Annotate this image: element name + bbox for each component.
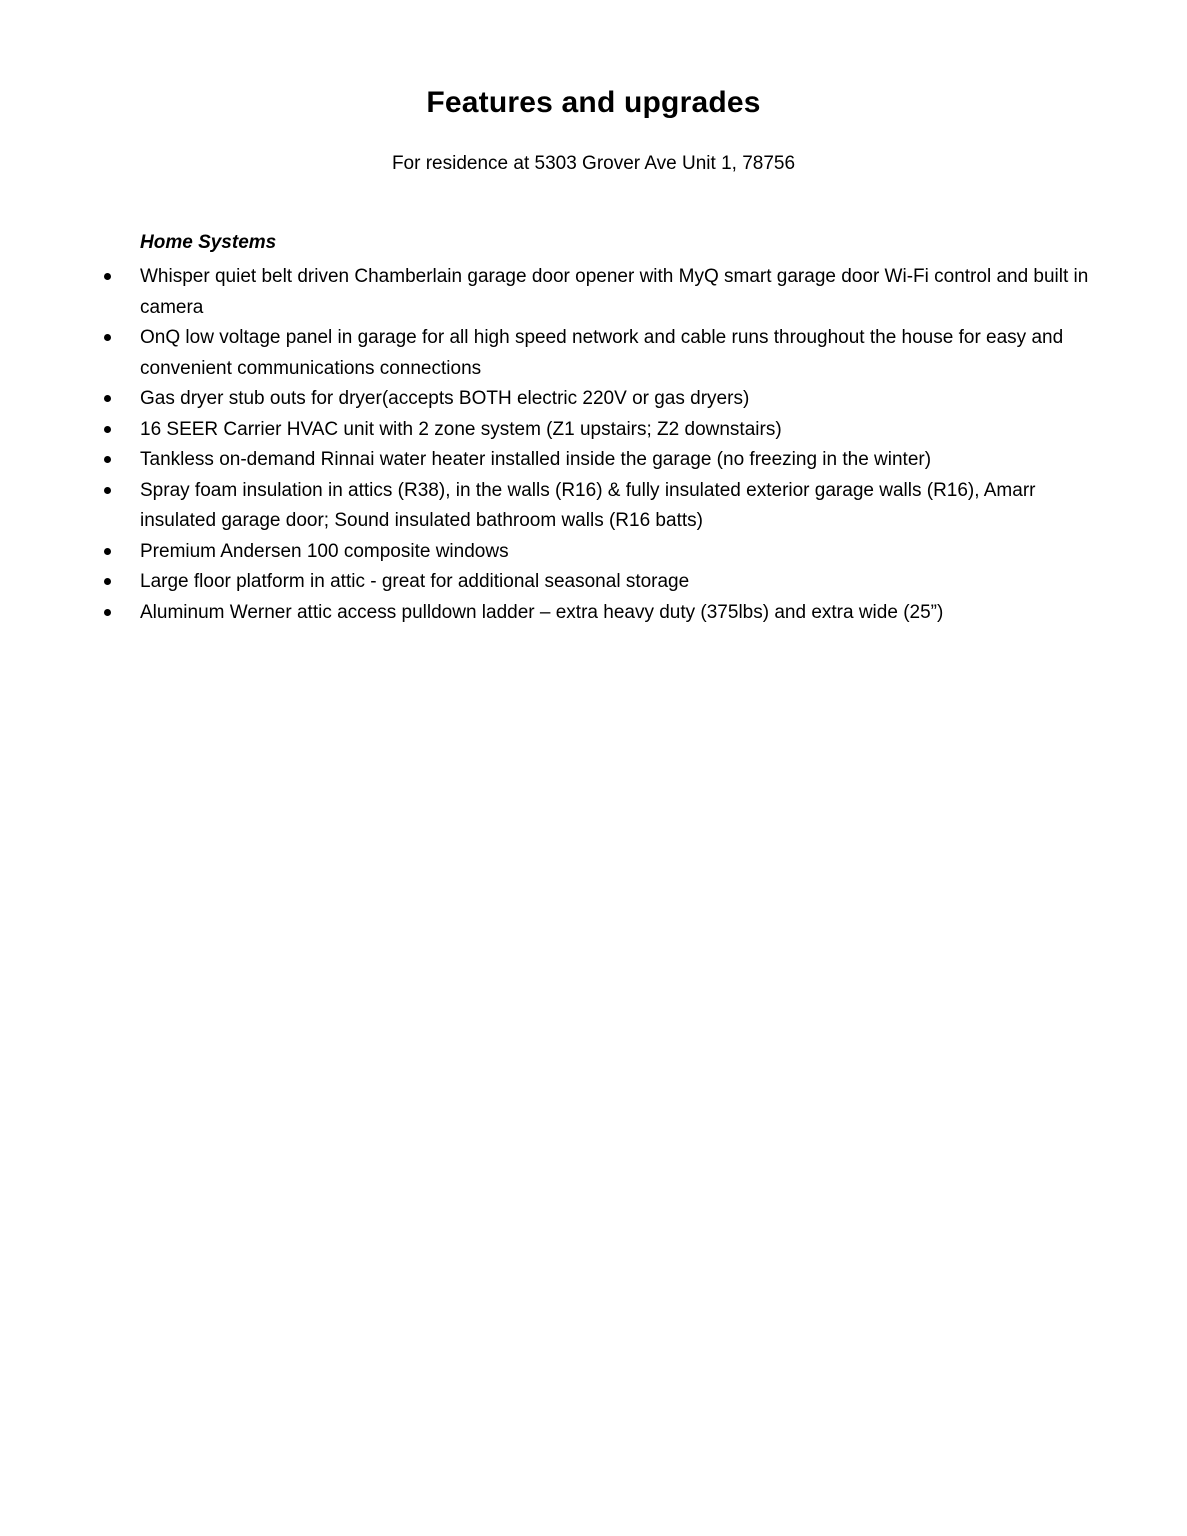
list-item bbox=[0, 384, 1187, 415]
section-heading: Home Systems bbox=[140, 232, 277, 253]
bullet-icon bbox=[104, 609, 111, 616]
list-item bbox=[0, 323, 1187, 384]
list-item bbox=[0, 537, 1187, 568]
list-item bbox=[0, 598, 1187, 629]
list-item-text: Tankless on-demand Rinnai water heater installed inside the garage (no freezing in the winter) bbox=[140, 449, 932, 470]
list-item bbox=[0, 476, 1187, 537]
bullet-icon bbox=[104, 548, 111, 555]
list-item bbox=[0, 262, 1187, 323]
bullet-icon bbox=[104, 578, 111, 585]
list-item-text: Gas dryer stub outs for dryer(accepts BOTH electric 220V or gas dryers) bbox=[140, 388, 750, 409]
bullet-icon bbox=[104, 273, 111, 280]
list-item-text: Aluminum Werner attic access pulldown ladder – extra heavy duty (375lbs) and extra wide (25”) bbox=[140, 601, 944, 623]
bullet-icon bbox=[104, 334, 111, 341]
list-item-text: Premium Andersen 100 composite windows bbox=[140, 540, 509, 562]
feature-list bbox=[0, 262, 1187, 628]
page-title: Features and upgrades bbox=[426, 86, 761, 119]
bullet-icon bbox=[104, 487, 111, 494]
bullet-icon bbox=[104, 395, 111, 402]
list-item-text: Spray foam insulation in attics (R38), in the walls (R16) & fully insulated exterior garage walls (R16), Amarr insulated garage door; Sound insulated bathroom walls (R16 batts) bbox=[140, 479, 1036, 531]
bullet-icon bbox=[104, 456, 111, 463]
list-item-text: Large floor platform in attic - great for additional seasonal storage bbox=[140, 571, 690, 592]
page-subtitle: For residence at 5303 Grover Ave Unit 1, 78756 bbox=[391, 153, 796, 174]
list-item bbox=[0, 445, 1187, 476]
list-item-text: 16 SEER Carrier HVAC unit with 2 zone system (Z1 upstairs; Z2 downstairs) bbox=[140, 418, 782, 440]
bullet-icon bbox=[104, 426, 111, 433]
list-item bbox=[0, 567, 1187, 598]
list-item bbox=[0, 415, 1187, 446]
list-item-text: Whisper quiet belt driven Chamberlain garage door opener with MyQ smart garage door Wi-Fi control and built in camera bbox=[140, 266, 1089, 318]
list-item-text: OnQ low voltage panel in garage for all high speed network and cable runs throughout the house for easy and convenient communications connections bbox=[140, 327, 1064, 379]
